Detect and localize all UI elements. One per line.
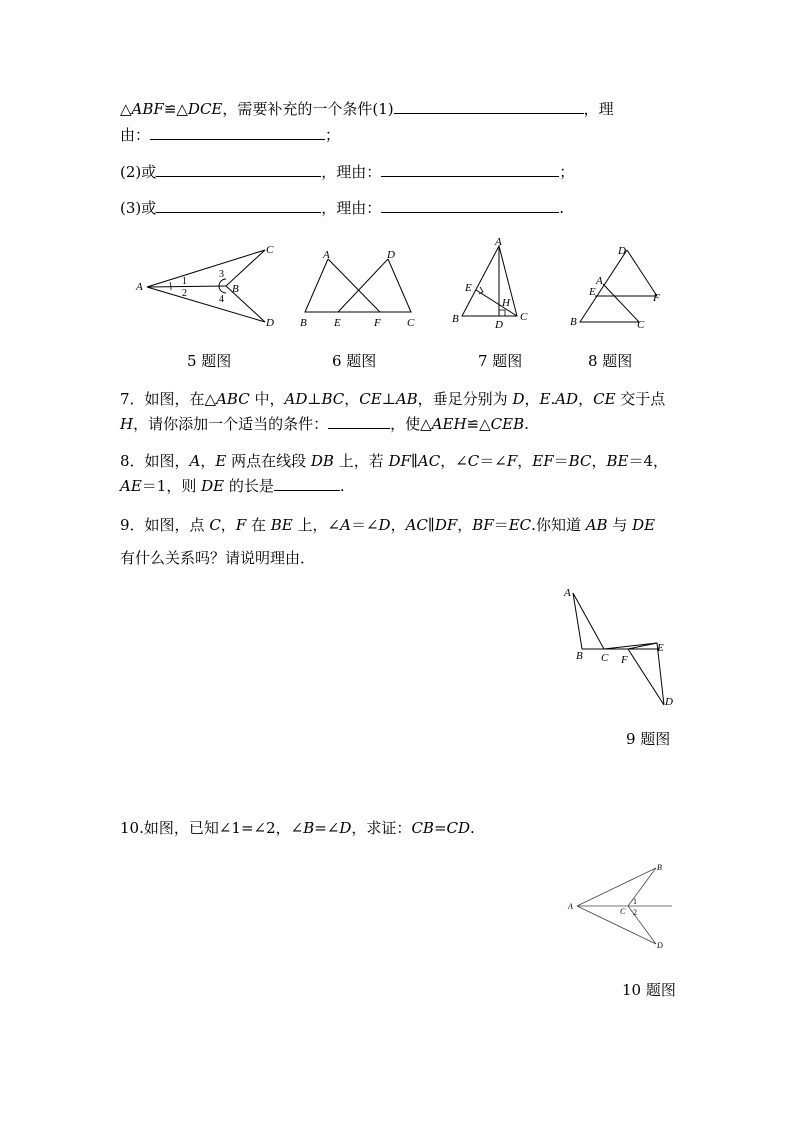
fig8-label-f: F [653, 292, 660, 304]
q7-answer-blank[interactable] [328, 411, 390, 429]
fig7-label-d: D [495, 319, 503, 331]
caption-fig8: 8 题图 [588, 352, 633, 370]
fig5-label-3: 3 [219, 269, 224, 280]
fig8-label-e: E [589, 286, 596, 298]
caption-fig6: 6 题图 [332, 352, 377, 370]
fig6-label-a: A [323, 249, 330, 261]
fig7-label-a: A [495, 236, 502, 248]
question-7-line-2: H，请你添加一个适当的条件： ，使△AEH≌△CEB. [120, 411, 529, 436]
fig7-label-e: E [465, 282, 472, 294]
fig9-label-e: E [657, 642, 664, 654]
question-9-line-2: 有什么关系吗？请说明理由． [120, 549, 316, 567]
fig10-label-d: D [657, 941, 663, 950]
reason-blank-3[interactable] [381, 195, 559, 213]
fig9-label-d: D [665, 696, 673, 708]
caption-fig5: 5 题图 [187, 352, 232, 370]
fig8-label-b: B [570, 316, 577, 328]
answer-blank-3[interactable] [156, 195, 321, 213]
fig7-label-h: H [502, 297, 510, 309]
fig8-label-c: C [637, 319, 645, 331]
fig6-label-e: E [334, 317, 341, 329]
fig6-label-b: B [300, 317, 307, 329]
fig5-label-d: D [266, 317, 274, 329]
fig5-label-b: B [232, 283, 239, 295]
fig7-label-c: C [520, 311, 528, 323]
figure-8 [565, 240, 675, 340]
reason-blank-1[interactable] [150, 122, 325, 140]
question-8-line-1: 8．如图，A，E 两点在线段 DB 上，若 DF∥AC，∠C＝∠F，EF＝BC，BE＝4， [120, 452, 668, 470]
q6-line-2: 由： ； [120, 122, 340, 147]
question-9-line-1: 9．如图，点 C，F 在 BE 上，∠A＝∠D，AC∥DF，BF＝EC.你知道 AB 与 DE [120, 516, 656, 534]
fig8-label-a: A [596, 275, 603, 287]
figure-5 [130, 238, 290, 338]
fig6-label-c: C [407, 317, 415, 329]
fig10-label-c: C [620, 907, 626, 916]
caption-fig10: 10 题图 [622, 981, 676, 999]
reason-blank-2[interactable] [381, 159, 559, 177]
fig7-label-b: B [452, 313, 459, 325]
caption-fig7: 7 题图 [478, 352, 523, 370]
fig8-label-d: D [618, 245, 626, 257]
fig6-label-d: D [387, 249, 395, 261]
fig9-label-a: A [564, 587, 571, 599]
q8-answer-blank[interactable] [274, 473, 340, 491]
question-7-line-1: 7．如图，在△ABC 中，AD⊥BC，CE⊥AB，垂足分别为 D，E.AD，CE 交于点 [120, 390, 666, 408]
fig9-label-f: F [621, 654, 628, 666]
fig5-label-1: 1 [182, 276, 187, 287]
fig9-label-b: B [576, 650, 583, 662]
question-8-line-2: AE＝1，则 DE 的长是 . [120, 473, 345, 498]
answer-blank-2[interactable] [156, 159, 321, 177]
caption-fig9: 9 题图 [626, 730, 671, 748]
q6-line-1: △ABF≌△DCE，需要补充的一个条件(1) ，理 [120, 96, 614, 121]
fig5-label-2: 2 [182, 288, 187, 299]
figure-9 [560, 583, 680, 713]
fig5-label-4: 4 [219, 294, 224, 305]
q6-line-4: (3)或 ，理由： . [120, 195, 564, 220]
fig5-label-a: A [136, 281, 143, 293]
question-10-line: 10.如图，已知∠1=∠2，∠B=∠D，求证：CB=CD. [120, 819, 475, 837]
figure-6 [295, 244, 425, 334]
fig10-label-b: B [657, 863, 662, 872]
fig9-label-c: C [601, 652, 609, 664]
figure-10 [565, 858, 680, 958]
fig10-label-1: 1 [633, 897, 637, 906]
answer-blank-1[interactable] [394, 96, 584, 114]
q6-line-3: (2)或 ，理由： ； [120, 159, 574, 184]
figure-7 [445, 236, 545, 336]
fig10-label-a: A [568, 902, 573, 911]
fig6-label-f: F [374, 317, 381, 329]
fig5-label-c: C [266, 244, 274, 256]
fig10-label-2: 2 [633, 908, 637, 917]
